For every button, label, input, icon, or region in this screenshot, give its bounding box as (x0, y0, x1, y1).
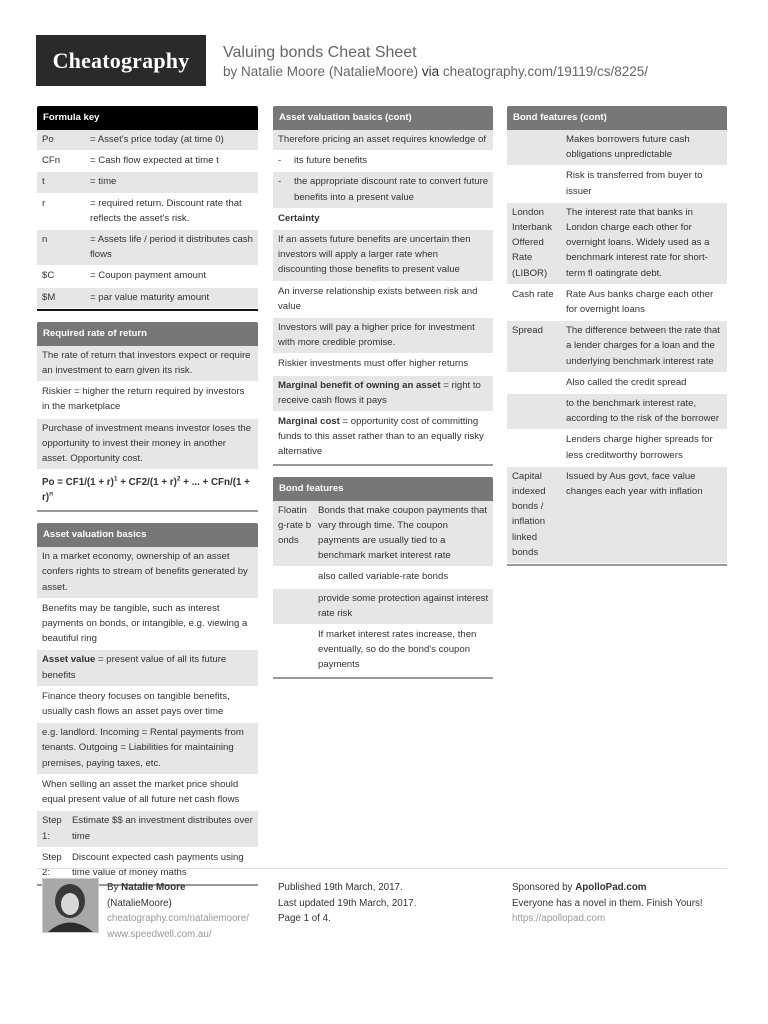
by-label: by (223, 64, 238, 79)
author-handle: (NatalieMoore) (107, 897, 172, 909)
table-row (507, 166, 727, 202)
row-key: $C (42, 270, 55, 282)
formula-part: + CF2/(1 + r) (117, 477, 177, 489)
row-value: Bonds that make coupon payments that vary through time. The coupon payments are usually tied to a benchmark market interest rate (318, 504, 488, 562)
author-website-link[interactable]: www.speedwell.com.au/ (107, 928, 212, 940)
sponsor-line (512, 880, 703, 896)
page-title: Valuing bonds Cheat Sheet (223, 44, 417, 61)
table-row (507, 394, 727, 430)
updated-date: Last updated 19th March, 2017. (278, 897, 417, 909)
author-name[interactable]: Natalie Moore (121, 882, 186, 893)
footer-author (107, 880, 249, 942)
row-key: Step 2: (42, 851, 62, 878)
section-header: Required rate of return (37, 322, 258, 346)
table-row (507, 130, 727, 166)
row-key: Po (42, 134, 54, 145)
table-row (507, 285, 727, 321)
item-text: When selling an asset the market price should equal present value of all future net cash flows (42, 778, 240, 806)
list-item (37, 382, 258, 418)
row-value: = Coupon payment amount (90, 270, 207, 282)
asset-basics-cont-section (273, 106, 493, 466)
item-text (278, 414, 489, 460)
bond-features-section (273, 477, 493, 679)
list-item (273, 130, 493, 151)
column-1 (37, 106, 258, 897)
sponsor-url-link[interactable]: https://apollopad.com (512, 913, 606, 924)
term-definition: = present value of all its future benefits (42, 654, 227, 681)
item-text: Finance theory focuses on tangible benefits, usually cash flows an asset pays over time (42, 690, 230, 718)
list-item (37, 687, 258, 723)
present-value-formula (37, 470, 258, 510)
table-row (507, 430, 727, 466)
row-value: The interest rate that banks in London charge each other for overnight loans. Widely used as a benchmark interest rate for short-term fl oatingrate debt. (566, 206, 710, 279)
row-key: n (42, 234, 48, 246)
row-key (512, 132, 560, 162)
list-item (37, 547, 258, 599)
table-row (37, 811, 258, 847)
item-text: Investors will pay a higher price for investment with more credible promise. (278, 322, 475, 349)
list-item (37, 775, 258, 811)
row-key (512, 168, 560, 198)
bond-features-cont-section (507, 106, 727, 566)
avatar-photo-icon (43, 879, 98, 932)
item-text: e.g. landlord. Incoming = Rental payments from tenants. Outgoing = Liabilities for maintaining premises, paying taxes, etc. (42, 727, 244, 769)
row-key: London Interbank Offered Rate (LIBOR) (512, 206, 553, 279)
row-value: = par value maturity amount (90, 291, 210, 303)
row-key (512, 375, 560, 390)
list-item (273, 354, 493, 375)
list-item (273, 376, 493, 412)
table-row (37, 151, 258, 172)
bullet-marker: - (278, 176, 282, 188)
table-row (273, 501, 493, 568)
row-key: Step 1: (42, 815, 62, 842)
row-key: Capital indexed bonds / inflation linked bonds (512, 470, 546, 558)
subheading (273, 209, 493, 230)
via-label: via (421, 64, 440, 79)
item-text: Therefore pricing an asset requires knowledge of (278, 134, 486, 145)
formula-key-section (37, 106, 258, 311)
footer-dates (278, 880, 416, 927)
sponsor-tagline: Everyone has a novel in them. Finish Yours! (512, 897, 703, 909)
table-row (37, 172, 258, 193)
table-row (273, 625, 493, 677)
author-link[interactable]: Natalie Moore (NatalieMoore) (241, 64, 419, 79)
item-text: If an assets future benefits are uncertain then investors will apply a larger rate when discounting those benefits to present value (278, 234, 471, 276)
list-item (37, 723, 258, 775)
required-rate-section (37, 322, 258, 512)
row-value: Risk is transferred from buyer to issuer (566, 170, 703, 197)
list-item (273, 172, 493, 208)
item-text (42, 652, 254, 682)
row-value: = Cash flow expected at time t (90, 155, 219, 167)
table-row (273, 567, 493, 588)
formula-part: Po = CF1/(1 + r) (42, 477, 114, 489)
list-item (273, 318, 493, 354)
bullet-marker: - (278, 155, 282, 167)
row-value: Lenders charge higher spreads for less creditworthy borrowers (566, 434, 713, 461)
table-row (273, 589, 493, 625)
term-label: Asset value (42, 654, 96, 666)
item-text: Certainty (278, 212, 320, 224)
section-header: Bond features (cont) (507, 106, 727, 130)
item-text: Riskier investments must offer higher returns (278, 358, 469, 370)
cheatography-logo[interactable]: Cheatography (36, 35, 206, 86)
term-label: Marginal benefit of owning an asset (278, 379, 441, 391)
section-header: Bond features (273, 477, 493, 501)
row-value: Issued by Aus govt, face value changes each year with inflation (566, 470, 703, 498)
row-key (512, 396, 560, 426)
row-key: $M (42, 291, 56, 303)
table-row (507, 203, 727, 285)
section-header: Formula key (37, 106, 258, 130)
row-value: = Asset's price today (at time 0) (90, 134, 224, 145)
item-text: The rate of return that investors expect or require an investment to earn given its risk. (42, 349, 251, 377)
formula-exponent: 2 (176, 475, 181, 483)
row-key: Floating-rate bonds (278, 504, 312, 547)
published-date: Published 19th March, 2017. (278, 882, 403, 893)
formula-exponent: n (49, 490, 54, 498)
item-text: its future benefits (294, 155, 368, 167)
sponsor-label: Sponsored by (512, 882, 573, 893)
sponsor-link[interactable]: ApolloPad.com (575, 882, 647, 893)
list-item (37, 419, 258, 471)
row-key: Cash rate (512, 288, 554, 300)
footer-sponsor (512, 880, 703, 927)
by-label: By (107, 882, 119, 893)
row-value: = time (90, 176, 117, 188)
section-header: Asset valuation basics (37, 523, 258, 547)
table-row (37, 194, 258, 230)
row-value: also called variable-rate bonds (318, 571, 449, 583)
term-definition: = right to receive cash flows it pays (278, 379, 481, 406)
table-row (37, 230, 258, 266)
list-item (273, 151, 493, 172)
list-item (37, 650, 258, 686)
row-value: Makes borrowers future cash obligations unpredictable (566, 134, 690, 161)
row-value: Estimate $$ an investment distributes over time (72, 815, 253, 842)
list-item (37, 599, 258, 651)
row-key: Spread (512, 325, 543, 337)
byline (223, 64, 648, 79)
list-item (273, 412, 493, 464)
row-value: to the benchmark interest rate, according to the risk of the borrower (566, 398, 720, 425)
column-2 (273, 106, 493, 690)
section-header: Asset valuation basics (cont) (273, 106, 493, 130)
row-value: The difference between the rate that a lender charges for a loan and the underlying benchmark interest rate (566, 325, 720, 367)
list-item (273, 282, 493, 318)
author-avatar (42, 878, 99, 933)
row-value: Also called the credit spread (566, 376, 687, 388)
author-profile-link[interactable]: cheatography.com/nataliemoore/ (107, 913, 249, 924)
row-key: r (42, 197, 46, 209)
row-value: = Assets life / period it distributes cash flows (90, 234, 253, 261)
row-value: provide some protection against interest rate risk (318, 592, 489, 619)
row-key (512, 432, 560, 462)
formula-part: + ... + CFn/(1 + r) (42, 477, 250, 504)
table-row (37, 266, 258, 287)
row-key (278, 569, 312, 584)
item-text: Purchase of investment means investor loses the opportunity to invest their money in another asset. Opportunity cost. (42, 422, 252, 465)
item-text: In a market economy, ownership of an asset confers rights to stream of benefits generated by asset. (42, 551, 248, 593)
table-row (507, 467, 727, 564)
table-row (507, 321, 727, 373)
item-text: Riskier = higher the return required by investors in the marketplace (42, 386, 245, 413)
row-key: t (42, 176, 45, 188)
table-row (37, 130, 258, 151)
row-value: Rate Aus banks charge each other for overnight loans (566, 288, 714, 316)
list-item (273, 230, 493, 282)
column-3 (507, 106, 727, 577)
footer-divider (37, 868, 727, 869)
footer-author-name (107, 880, 249, 896)
table-row (37, 288, 258, 309)
item-text: An inverse relationship exists between risk and value (278, 285, 478, 312)
item-text: Benefits may be tangible, such as interest payments on bonds, or intangible, e.g. viewing a beautiful ring (42, 602, 248, 645)
table-row (507, 373, 727, 394)
term-definition: = opportunity cost of committing funds to this asset rather than to an equally risky alternative (278, 416, 484, 458)
page-number: Page 1 of 4. (278, 913, 331, 924)
row-value: If market interest rates increase, then eventually, so do the bond's coupon payments (318, 629, 477, 671)
asset-basics-section (37, 523, 258, 886)
row-value: Discount expected cash payments using time value of money maths (72, 851, 244, 878)
row-key (278, 627, 312, 673)
row-key (278, 591, 312, 621)
list-item (37, 346, 258, 382)
term-label: Marginal cost (278, 416, 340, 428)
item-text (278, 378, 489, 408)
sheet-url-link[interactable]: cheatography.com/19119/cs/8225/ (442, 64, 649, 79)
formula-exponent: 1 (113, 475, 118, 483)
row-value: = required return. Discount rate that reflects the asset's risk. (90, 197, 242, 224)
item-text: the appropriate discount rate to convert future benefits into a present value (294, 176, 489, 203)
row-key: CFn (42, 155, 61, 167)
